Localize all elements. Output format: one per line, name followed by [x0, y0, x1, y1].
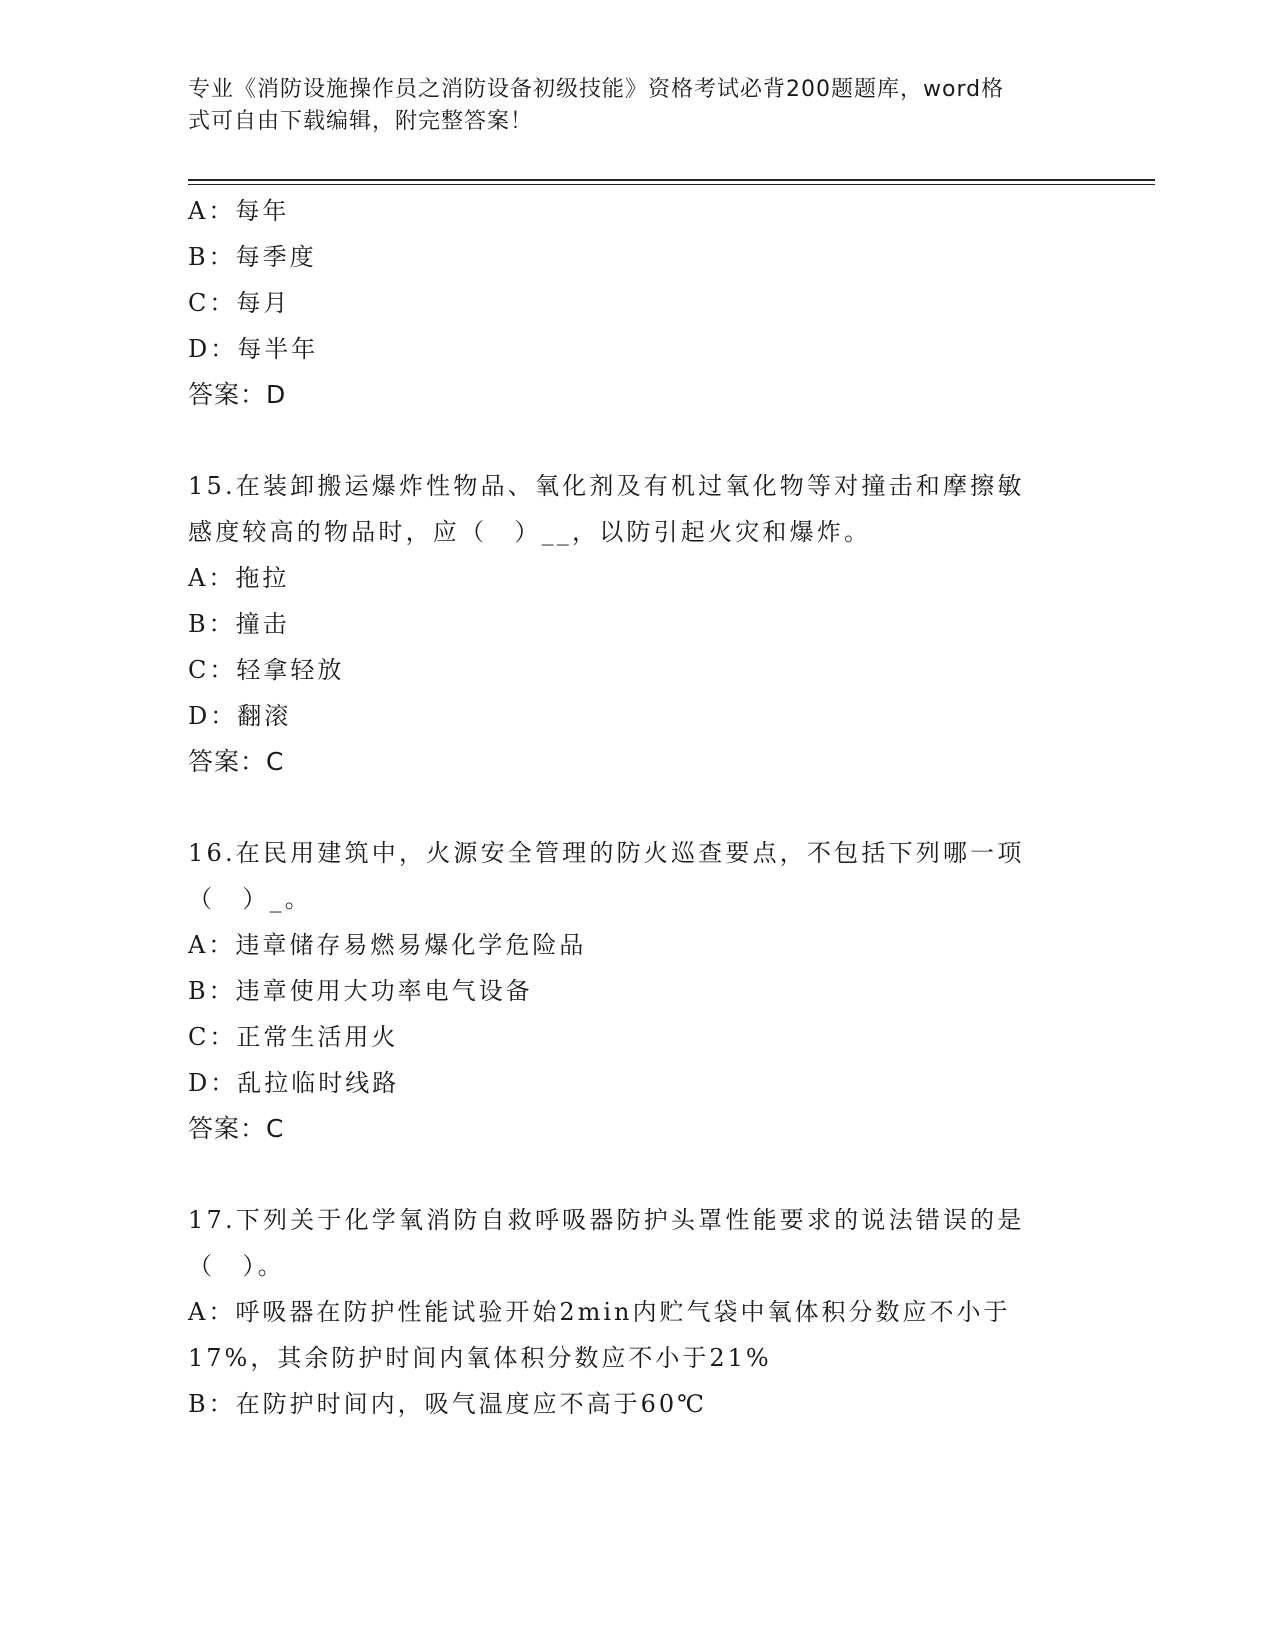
option-d: D：每半年 [188, 335, 319, 363]
question-stem-line-2: 感度较高的物品时，应（ ）__，以防引起火灾和爆炸。 [188, 518, 872, 546]
question-stem-line-1: 15.在装卸搬运爆炸性物品、氧化剂及有机过氧化物等对撞击和摩擦敏 [188, 472, 1025, 500]
option-b: B：撞击 [188, 610, 290, 638]
option-c: C：每月 [188, 289, 291, 317]
option-c: C：轻拿轻放 [188, 656, 345, 684]
question-stem-line-2: （ ）_。 [188, 885, 312, 913]
question-15 [188, 463, 1088, 785]
option-a-line-2: 17%，其余防护时间内氧体积分数应不小于21% [188, 1344, 772, 1372]
option-a: A：违章储存易燃易爆化学危险品 [188, 931, 587, 959]
header-divider-thick [188, 179, 1155, 181]
option-a: A：每年 [188, 197, 290, 225]
option-b: B：违章使用大功率电气设备 [188, 977, 533, 1005]
option-d: D：翻滚 [188, 702, 292, 730]
answer: 答案：D [188, 380, 287, 409]
document-header [188, 74, 1068, 138]
answer: 答案：C [188, 1114, 285, 1143]
option-b: B：每季度 [188, 243, 317, 271]
option-a: A：拖拉 [188, 564, 290, 592]
option-c: C：正常生活用火 [188, 1023, 399, 1051]
question-stem-line-2: （ ）。 [188, 1252, 285, 1280]
document-body [188, 188, 1088, 1427]
previous-question-tail [188, 188, 1088, 418]
question-stem-line-1: 17.下列关于化学氧消防自救呼吸器防护头罩性能要求的说法错误的是 [188, 1206, 1025, 1234]
option-d: D：乱拉临时线路 [188, 1069, 400, 1097]
option-b: B：在防护时间内，吸气温度应不高于60℃ [188, 1390, 708, 1418]
question-17 [188, 1197, 1088, 1427]
header-line-1: 专业《消防设施操作员之消防设备初级技能》资格考试必背200题题库，word格 [188, 77, 1005, 102]
header-line-2: 式可自由下载编辑，附完整答案！ [188, 109, 534, 134]
question-16 [188, 830, 1088, 1152]
answer: 答案：C [188, 747, 285, 776]
header-divider-thin [188, 184, 1155, 185]
option-a-line-1: A：呼吸器在防护性能试验开始2min内贮气袋中氧体积分数应不小于 [188, 1298, 1011, 1326]
question-stem-line-1: 16.在民用建筑中，火源安全管理的防火巡查要点，不包括下列哪一项 [188, 839, 1025, 867]
